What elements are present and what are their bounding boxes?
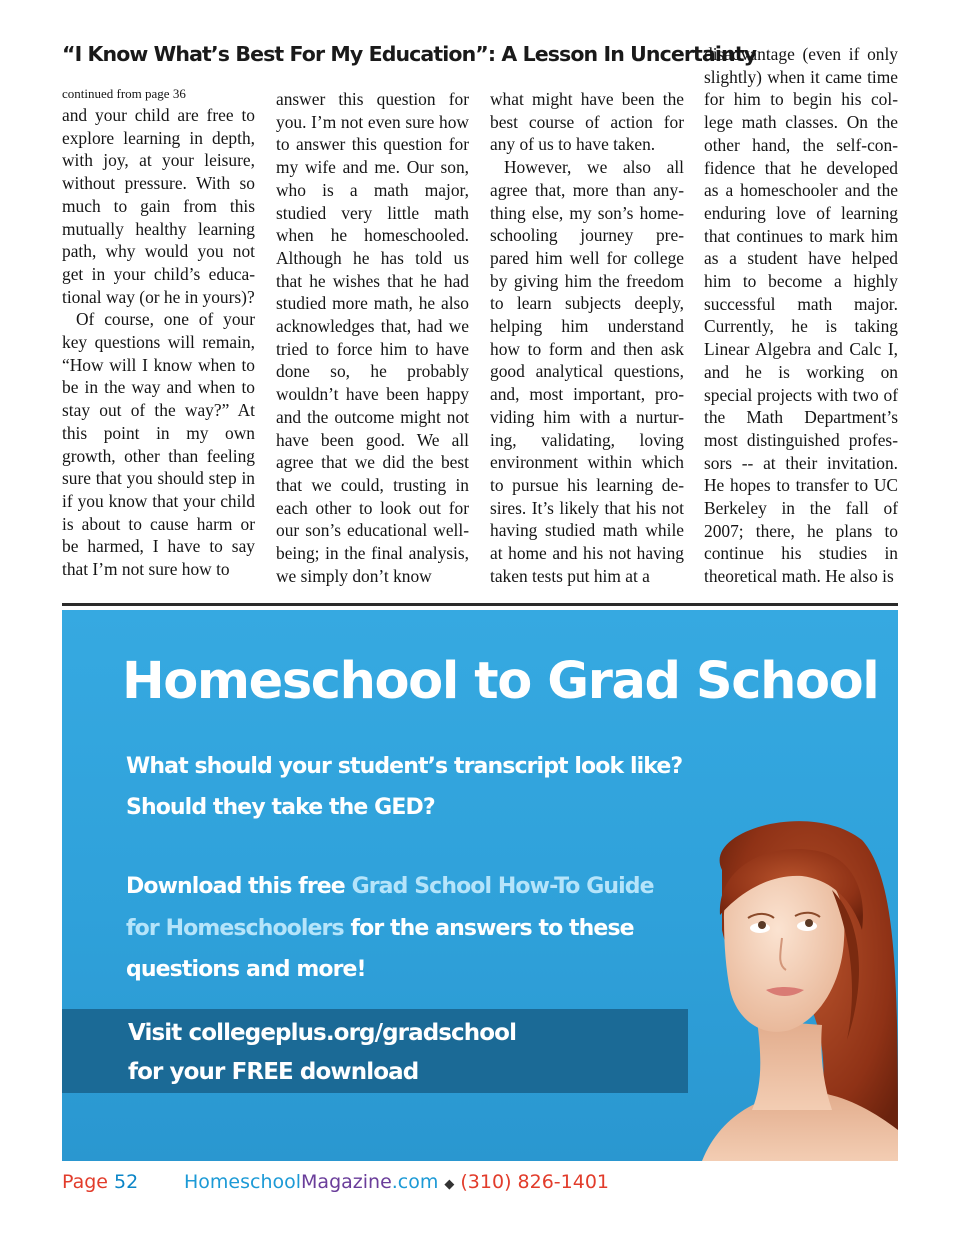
page-footer <box>62 1171 898 1205</box>
page-number-value: 52 <box>114 1171 139 1193</box>
paragraph: answer this question for you. I’m not even sure how to answer this question for my wife and me. Our son, who is a math major, studied very little math when he homeschooled. Although he has told us that he wishes that he had studied more math, he also acknowledges that, had we tried to force him to have done so, he probably wouldn’t have been happy and the outcome might not have been good. We all agree that we did the best that we could, trusting in each other to look out for our son’s educational well-being; in the final analysis, we simply don’t know <box>276 89 469 586</box>
article-column-2 <box>276 88 469 587</box>
guide-link[interactable]: Grad School How-To Guide <box>351 874 654 899</box>
ad-cta[interactable] <box>128 1014 516 1092</box>
footer-contact <box>184 1171 609 1193</box>
section-divider <box>62 603 898 606</box>
article-column-1 <box>62 86 255 581</box>
continued-note: continued from page 36 <box>62 86 186 101</box>
paragraph: what might have been the best course of action for any of us to have taken. <box>490 89 684 155</box>
ad-text: for the answers to these <box>343 915 634 941</box>
site-part: .com <box>391 1171 439 1193</box>
paragraph: and your child are free to explore learning in depth, with joy, at your leisure, without pressure. With so much to gain from this mutually healthy learning path, why would you not get in your child’s educa-tional way (or he in yours)? <box>62 105 255 307</box>
ad-text: questions and more! <box>126 957 366 982</box>
ad-text: Download this free <box>126 874 352 899</box>
ad-cta-subtext: for your FREE download <box>128 1059 419 1085</box>
site-part: Homeschool <box>184 1171 302 1193</box>
ad-questions <box>126 746 682 828</box>
site-part: Magazine <box>301 1171 392 1193</box>
woman-photo <box>662 810 898 1161</box>
page-label: Page <box>62 1171 108 1193</box>
phone-number[interactable]: (310) 826-1401 <box>460 1171 609 1193</box>
ad-question: What should your student’s transcript look like? <box>126 754 683 779</box>
article-column-4 <box>704 43 898 588</box>
page-number <box>62 1171 138 1193</box>
article-column-3 <box>490 88 684 587</box>
ad-title: Homeschool to Grad School <box>122 652 879 711</box>
paragraph: However, we also all agree that, more than any-thing else, my son’s home-schooling journey pre-pared him well for college by giving him the freedom to learn subjects deeply, helping him understand how to form and then ask good analytical questions, and, most important, pro-viding him with a nurtur-ing, validating, loving environment within which to pursue his learning de-sires. It’s likely that his not having studied math while at home and his not having taken tests put him at a <box>490 157 684 586</box>
ad-question: Should they take the GED? <box>126 795 435 820</box>
site-link[interactable] <box>184 1171 438 1193</box>
paragraph: disadvantage (even if only slightly) when it came time for him to begin his col-lege math classes. On the other hand, the self-con-fidence that he developed as a homeschooler and the enduring love of learning that continues to mark him as a student have helped him to become a highly successful math major. Currently, he is taking Linear Algebra and Calc I, and he is working on special projects with two of the Math Department’s most distinguished profes-sors -- at their invitation. He hopes to transfer to UC Berkeley in the fall of 2007; there, he plans to continue his studies in theoretical math. He also is <box>704 44 898 587</box>
paragraph: Of course, one of your key questions will remain, “How will I know when to be in the way and when to stay out of the way?” At this point in my own growth, other than feeling sure that you should step in if you know that your child is about to cause harm or be harmed, I have to say that I’m not sure how to <box>62 309 255 580</box>
article-headline: “I Know What’s Best For My Education”: A Lesson In Uncertainty <box>62 42 757 66</box>
advertisement[interactable] <box>62 610 898 1161</box>
guide-link[interactable]: for Homeschoolers <box>126 915 344 941</box>
separator-icon: ◆ <box>444 1177 455 1192</box>
ad-cta-url[interactable]: Visit collegeplus.org/gradschool <box>128 1020 517 1046</box>
ad-download-text <box>126 866 654 991</box>
